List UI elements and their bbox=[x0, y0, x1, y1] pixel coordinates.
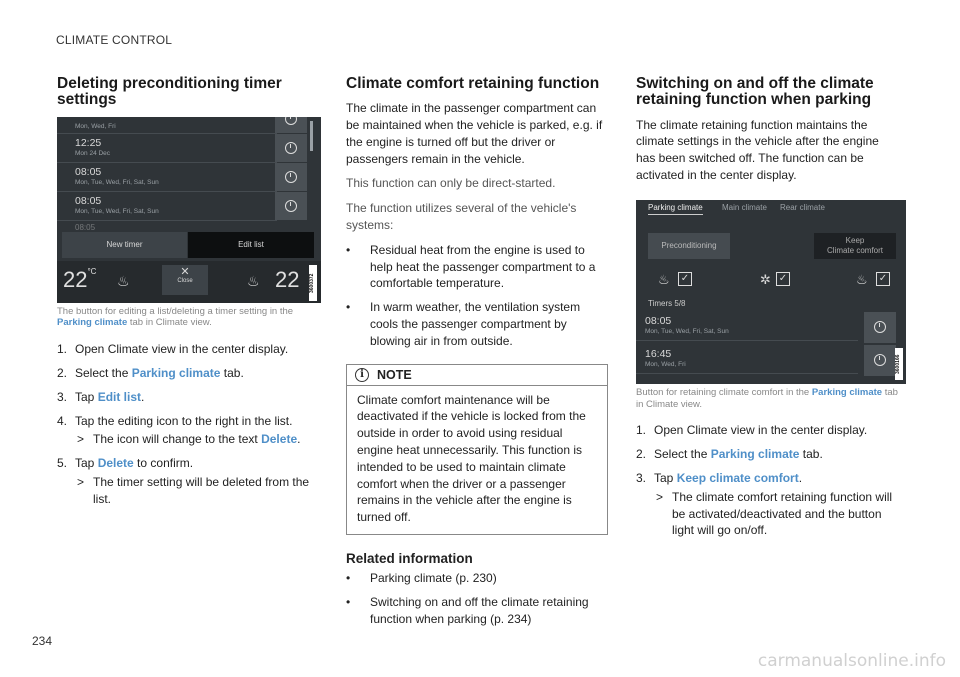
close-button[interactable]: ✕ Close bbox=[162, 265, 208, 295]
fan-icon: ✲ bbox=[760, 271, 771, 287]
timer-row[interactable]: 08:05 Mon, Tue, Wed, Fri, Sat, Sun bbox=[57, 163, 277, 192]
timer-edit-button[interactable] bbox=[275, 192, 307, 220]
running-header: CLIMATE CONTROL bbox=[56, 33, 173, 47]
step: 4. Tap the editing icon to the right in the list. > The icon will change to the text Delete. bbox=[57, 413, 319, 449]
center-display-screenshot bbox=[57, 117, 321, 303]
step: 2. Select the Parking climate tab. bbox=[636, 447, 823, 462]
timer-row[interactable]: 08:05 Mon, Tue, Wed, Fri, Sat, Sun bbox=[57, 192, 277, 221]
section-climate-comfort bbox=[346, 76, 608, 635]
seat-heat-icon: ♨ bbox=[658, 271, 670, 287]
note-box bbox=[346, 364, 608, 535]
figure-caption: The button for editing a list/deleting a timer setting in the Parking climate tab in Climate view. bbox=[57, 305, 294, 329]
timer-icon bbox=[285, 171, 297, 183]
timer-row: 08:05 bbox=[75, 222, 96, 232]
timer-edit-button[interactable] bbox=[275, 134, 307, 162]
timer-icon bbox=[285, 117, 297, 125]
paragraph: The climate in the passenger compartment can be maintained when the vehicle is parked, e.g. if the engine is turned off but the driver or passengers remain in the vehicle. bbox=[346, 101, 603, 166]
timer-edit-button[interactable] bbox=[275, 163, 307, 191]
timers-count: Timers 5/8 bbox=[648, 298, 686, 308]
driver-temp[interactable]: $22^{^\circ C}$ bbox=[63, 266, 97, 292]
step-result: > The icon will change to the text Delete. bbox=[77, 432, 301, 447]
edit-list-button[interactable]: Edit list bbox=[188, 232, 314, 258]
section-switching-climate bbox=[636, 75, 901, 546]
paragraph: This function can only be direct-started. bbox=[346, 176, 556, 191]
new-timer-button[interactable]: New timer bbox=[62, 232, 187, 258]
bullet-item: • Residual heat from the engine is used to help heat the passenger compartment to a comfortable temperature. bbox=[346, 242, 596, 291]
figure-code: 3600166 bbox=[895, 348, 903, 380]
center-display-screenshot bbox=[636, 200, 906, 384]
info-icon: i bbox=[355, 368, 369, 382]
timer-row[interactable]: 16:45 Mon, Wed, Fri bbox=[636, 345, 858, 374]
checkbox-rear-seat[interactable]: ✓ bbox=[876, 272, 890, 286]
bullet-item: • In warm weather, the ventilation system cools the passenger compartment by blowing air in from outside. bbox=[346, 300, 581, 348]
timer-icon bbox=[874, 354, 886, 366]
step: 3. Tap Edit list. bbox=[57, 389, 145, 404]
figure-code: 3600372 bbox=[309, 265, 317, 301]
step: 3. Tap Keep climate comfort. > The climate comfort retaining function will be activated/deactivated and the button light will go on/off. bbox=[636, 470, 898, 539]
note-header: i NOTE bbox=[347, 365, 607, 386]
timer-icon bbox=[874, 321, 886, 333]
keep-climate-comfort-button[interactable]: Keep Climate comfort bbox=[814, 233, 896, 259]
tab-rear-climate[interactable]: Rear climate bbox=[780, 202, 825, 212]
preconditioning-button[interactable]: Preconditioning bbox=[648, 233, 730, 259]
section-deleting-timer bbox=[57, 76, 319, 515]
timer-edit-button[interactable] bbox=[864, 345, 896, 376]
timer-icon bbox=[285, 142, 297, 154]
tab-parking-climate[interactable]: Parking climate bbox=[648, 203, 703, 215]
related-link[interactable]: • Switching on and off the climate retaining function when parking (p. 234) bbox=[346, 594, 589, 626]
step: 1. Open Climate view in the center display. bbox=[636, 423, 868, 438]
figure-caption: Button for retaining climate comfort in the Parking climate tab in Climate view. bbox=[636, 386, 898, 410]
climate-bar bbox=[57, 261, 321, 303]
note-body: Climate comfort maintenance will be deactivated if the vehicle is locked from the outside in order to avoid using residual engine heat unnecessarily. This function is intended to be used to maintain climate comfort when the driver or a passenger remains in the vehicle after the engine is turned off. bbox=[357, 392, 586, 525]
watermark: carmanualsonline.info bbox=[757, 651, 946, 671]
timer-row[interactable]: 12:25 Mon 24 Dec bbox=[57, 134, 277, 163]
rear-seat-heat-icon: ♨ bbox=[856, 271, 868, 287]
checkbox-fan[interactable]: ✓ bbox=[776, 272, 790, 286]
bullet-list bbox=[346, 242, 608, 350]
timer-icon bbox=[285, 200, 297, 212]
paragraph: The climate retaining function maintains the climate settings in the vehicle after the engine has been switched off. The function can be activated in the center display. bbox=[636, 117, 879, 182]
seat-heat-icon[interactable]: ♨ bbox=[247, 272, 260, 289]
section-title: Climate comfort retaining function bbox=[346, 75, 600, 92]
step: 2. Select the Parking climate tab. bbox=[57, 366, 244, 381]
step-result: > The timer setting will be deleted from the list. bbox=[77, 475, 310, 506]
step: 1. Open Climate view in the center display. bbox=[57, 342, 289, 357]
scrollbar[interactable] bbox=[310, 121, 313, 151]
steps-list bbox=[57, 341, 319, 507]
timer-row[interactable]: 08:05 Mon, Tue, Wed, Fri, Sat, Sun bbox=[636, 312, 858, 341]
section-title: Switching on and off the climate retaining function when parking bbox=[636, 75, 874, 109]
step: 5. Tap Delete to confirm. > The timer setting will be deleted from the list. bbox=[57, 455, 319, 507]
paragraph: The function utilizes several of the vehicle's systems: bbox=[346, 201, 577, 233]
related-link[interactable]: • Parking climate (p. 230) bbox=[346, 571, 497, 585]
related-title: Related information bbox=[346, 551, 473, 566]
related-list bbox=[346, 570, 608, 627]
timer-edit-button[interactable] bbox=[275, 117, 307, 133]
timer-row: Mon, Wed, Fri bbox=[57, 117, 277, 134]
section-title: Deleting preconditioning timer settings bbox=[57, 75, 282, 109]
step-result: > The climate comfort retaining function will be activated/deactivated and the button light will go on/off. bbox=[656, 489, 893, 538]
steps-list bbox=[636, 422, 898, 539]
timer-edit-button[interactable] bbox=[864, 312, 896, 343]
seat-heat-icon[interactable]: ♨ bbox=[117, 272, 130, 289]
page-number: 234 bbox=[32, 634, 53, 648]
passenger-temp[interactable]: 22 bbox=[275, 266, 300, 292]
close-icon: ✕ bbox=[180, 265, 190, 278]
tab-main-climate[interactable]: Main climate bbox=[722, 202, 767, 212]
checkbox-seat-heat[interactable]: ✓ bbox=[678, 272, 692, 286]
